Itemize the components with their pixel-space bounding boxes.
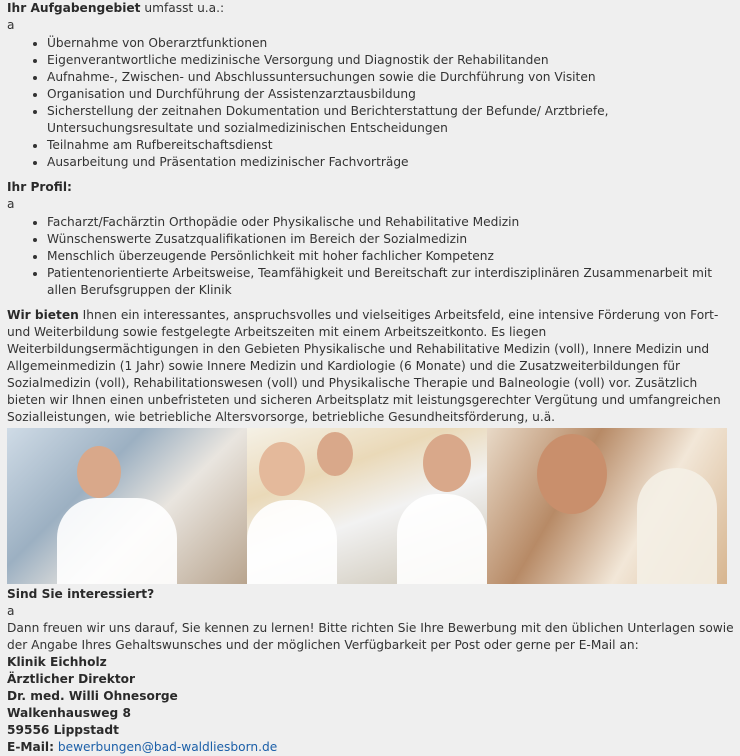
list-item: • Übernahme von Oberarztfunktionen — [47, 35, 735, 52]
profile-list — [7, 214, 735, 299]
contact-block — [7, 654, 735, 756]
contact-city: 59556 Lippstadt — [7, 723, 119, 737]
interest-text: Dann freuen wir uns darauf, Sie kennen zu lernen! Bitte richten Sie Ihre Bewerbung mit den üblichen Unterlagen sowie der Angabe Ihres Gehaltswunsches und der möglichen Verfügbarkeit per Post oder gerne per E-Mail an: — [7, 621, 734, 652]
list-item: • Wünschenswerte Zusatzqualifikationen im Bereich der Sozialmedizin — [47, 231, 735, 248]
photo-doctor-with-patient — [7, 428, 247, 584]
offer-text: Ihnen ein interessantes, anspruchsvolles und vielseitiges Arbeitsfeld, eine intensive Förderung von Fort- und Weiterbildung sowie festgelegte Arbeitszeiten mit einem Arbeitszeitkonto. Es liegen Weiterbildungsermächtigungen in den Gebieten Physikalische und Rehabilitative Medizin (voll), Innere Medizin und Allgemeinmedizin (1 Jahr) sowie Innere Medizin und Kardiologie (6 Monate) und die Zusatzweiterbildungen für Sozialmedizin (voll), Rehabilitationswesen (voll) und Physikalische Therapie und Balneologie (voll) vor. Zusätzlich bieten wir Ihnen einen unbefristeten und sicheren Arbeitsplatz mit leistungsgerechter Vergütung und umfangreichen Sozialleistungen, wie betriebliche Altersvorsorge, betriebliche Gesundheitsförderung, u.ä. — [7, 308, 721, 424]
tasks-section — [7, 0, 735, 171]
profile-filler: a — [7, 197, 15, 211]
list-item: • Teilnahme am Rufbereitschaftsdienst — [47, 137, 735, 154]
list-item: • Ausarbeitung und Präsentation medizinischer Fachvorträge — [47, 154, 735, 171]
contact-name: Dr. med. Willi Ohnesorge — [7, 689, 178, 703]
interest-section — [7, 586, 735, 654]
contact-email-label: E-Mail: — [7, 740, 54, 754]
interest-heading: Sind Sie interessiert? — [7, 587, 155, 601]
contact-email-link[interactable]: bewerbungen@bad-waldliesborn.de — [57, 740, 278, 754]
photo-strip — [7, 428, 727, 584]
tasks-heading-suffix: umfasst u.a.: — [140, 1, 225, 15]
contact-street: Walkenhausweg 8 — [7, 706, 131, 720]
list-item: • Patientenorientierte Arbeitsweise, Teamfähigkeit und Bereitschaft zur interdisziplinären Zusammenarbeit mit allen Berufsgruppen der Klinik — [47, 265, 735, 299]
contact-clinic: Klinik Eichholz — [7, 655, 107, 669]
list-item: • Sicherstellung der zeitnahen Dokumentation und Berichterstattung der Befunde/ Arztbriefe, Untersuchungsresultate und sozialmedizinischen Entscheidungen — [47, 103, 735, 137]
list-item: • Organisation und Durchführung der Assistenzarztausbildung — [47, 86, 735, 103]
photo-doctor-with-spine-model — [487, 428, 727, 584]
contact-email-line — [7, 739, 735, 756]
tasks-heading-line — [7, 0, 735, 17]
tasks-filler: a — [7, 18, 15, 32]
offer-paragraph — [7, 307, 735, 426]
tasks-list — [7, 35, 735, 171]
profile-heading: Ihr Profil: — [7, 180, 72, 194]
list-item: • Aufnahme-, Zwischen- und Abschlussuntersuchungen sowie die Durchführung von Visiten — [47, 69, 735, 86]
offer-heading: Wir bieten — [7, 308, 79, 322]
list-item: • Facharzt/Fachärztin Orthopädie oder Physikalische und Rehabilitative Medizin — [47, 214, 735, 231]
profile-section — [7, 179, 735, 299]
list-item: • Menschlich überzeugende Persönlichkeit mit hoher fachlicher Kompetenz — [47, 248, 735, 265]
tasks-heading: Ihr Aufgabengebiet — [7, 1, 141, 15]
list-item: • Eigenverantwortliche medizinische Versorgung und Diagnostik der Rehabilitanden — [47, 52, 735, 69]
interest-filler: a — [7, 604, 15, 618]
photo-medical-team — [247, 428, 487, 584]
contact-role: Ärztlicher Direktor — [7, 672, 136, 686]
